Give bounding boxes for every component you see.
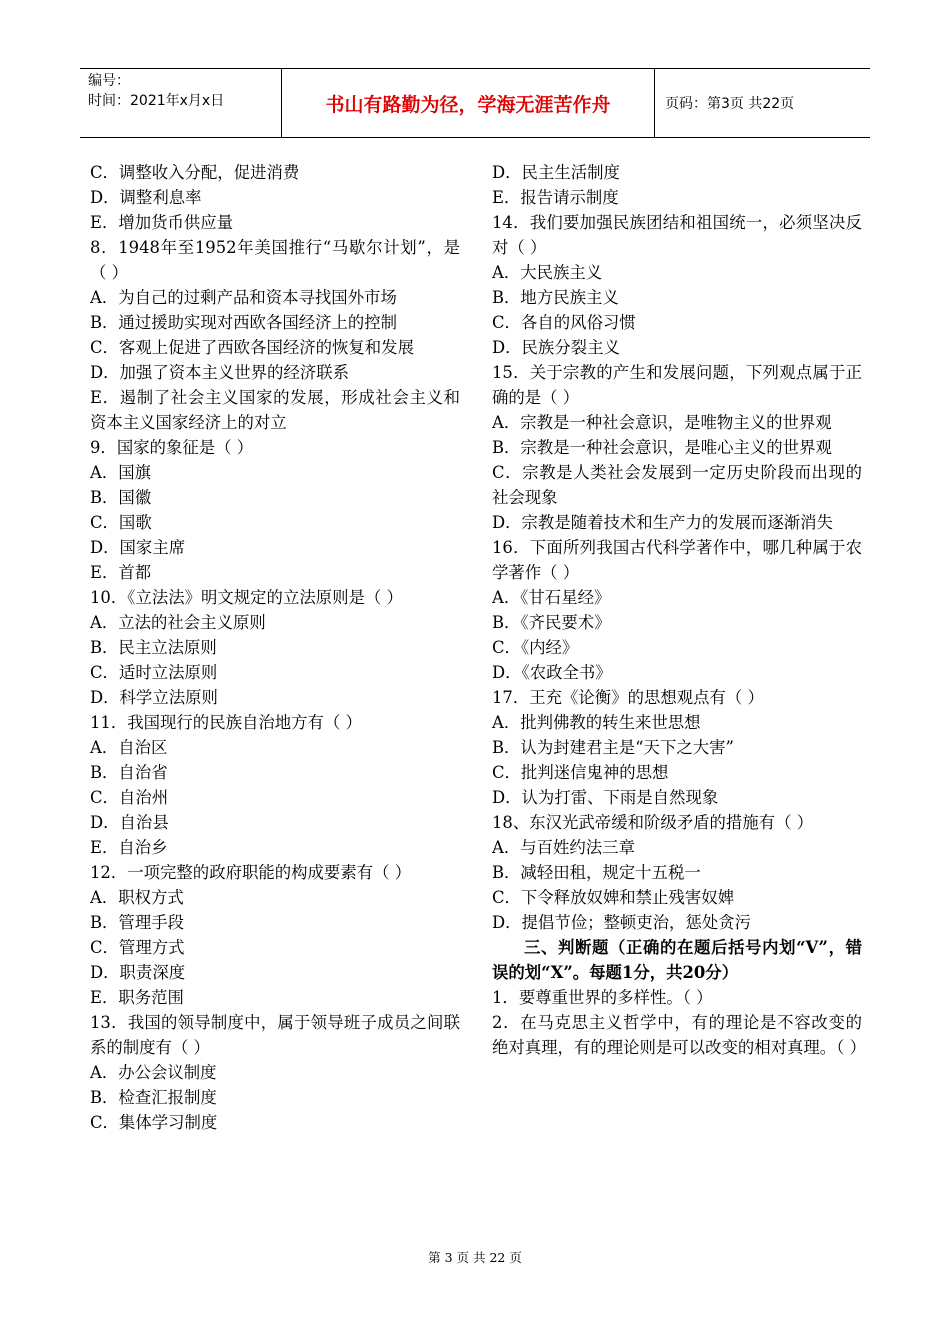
question-line: A．与百姓约法三章 [492, 838, 635, 857]
question-line: C．宗教是人类社会发展到一定历史阶段而出现的社会现象 [492, 463, 862, 507]
page-footer: 第 3 页 共 22 页 [428, 1250, 522, 1265]
question-line: A．大民族主义 [492, 263, 603, 282]
question-line: A．《甘石星经》 [492, 588, 611, 607]
question-stem: 14．我们要加强民族团结和祖国统一，必须坚决反对（ ） [492, 213, 862, 257]
question-line: C．批判迷信鬼神的思想 [492, 763, 669, 782]
question-line: C．适时立法原则 [90, 663, 218, 682]
left-column [90, 160, 460, 1135]
question-stem: 10．《立法法》明文规定的立法原则是（ ） [90, 588, 403, 607]
question-line: E．增加货币供应量 [90, 213, 234, 232]
question-line: D．提倡节俭；整顿吏治，惩处贪污 [492, 913, 751, 932]
question-line: C．调整收入分配，促进消费 [90, 163, 300, 182]
question-line: C．自治州 [90, 788, 169, 807]
question-line: E．自治乡 [90, 838, 168, 857]
question-line: D．加强了资本主义世界的经济联系 [90, 363, 349, 382]
question-stem: 17．王充《论衡》的思想观点有（ ） [492, 688, 764, 707]
question-line: A．职权方式 [90, 888, 184, 907]
question-line: D．《农政全书》 [492, 663, 612, 682]
question-line: D．宗教是随着技术和生产力的发展而逐渐消失 [492, 513, 833, 532]
question-line: D．调整利息率 [90, 188, 202, 207]
question-line: D．民主生活制度 [492, 163, 620, 182]
question-line: D．职责深度 [90, 963, 186, 982]
question-line: C．《内经》 [492, 638, 579, 657]
question-line: A．立法的社会主义原则 [90, 613, 266, 632]
document-date-label: 时间：2021年x月x日 [88, 93, 225, 109]
question-line: C．客观上促进了西欧各国经济的恢复和发展 [90, 338, 414, 357]
document-number-label: 编号： [88, 73, 130, 89]
question-line: B．民主立法原则 [90, 638, 217, 657]
section-heading: 三、判断题（正确的在题后括号内划“V”，错误的划“X”。每题1分，共20分） [492, 938, 862, 982]
question-line: B．地方民族主义 [492, 288, 619, 307]
question-line: E．报告请示制度 [492, 188, 619, 207]
header-motto: 书山有路勤为径，学海无涯苦作舟 [281, 69, 655, 137]
question-line: D．国家主席 [90, 538, 186, 557]
page-header [80, 68, 870, 138]
question-line: E．职务范围 [90, 988, 184, 1007]
question-line: E．首都 [90, 563, 152, 582]
question-stem: 12．一项完整的政府职能的构成要素有（ ） [90, 863, 412, 882]
question-line: E．遏制了社会主义国家的发展，形成社会主义和资本主义国家经济上的对立 [90, 388, 460, 432]
question-line: A．办公会议制度 [90, 1063, 217, 1082]
header-page-number: 页码：第3页 共22页 [665, 96, 795, 112]
question-line: B．国徽 [90, 488, 152, 507]
judgment-item: 1．要尊重世界的多样性。（ ） [492, 988, 713, 1007]
question-stem: 15．关于宗教的产生和发展问题，下列观点属于正确的是（ ） [492, 363, 862, 407]
right-column [492, 160, 866, 1060]
question-line: B．自治省 [90, 763, 168, 782]
question-line: D．认为打雷、下雨是自然现象 [492, 788, 719, 807]
question-line: B．检查汇报制度 [90, 1088, 217, 1107]
question-stem: 8．1948年至1952年美国推行“马歇尔计划”，是（ ） [90, 238, 460, 282]
question-line: D．民族分裂主义 [492, 338, 620, 357]
question-stem: 13．我国的领导制度中，属于领导班子成员之间联系的制度有（ ） [90, 1013, 460, 1057]
question-line: C．下令释放奴婢和禁止残害奴婢 [492, 888, 735, 907]
question-stem: 9．国家的象征是（ ） [90, 438, 254, 457]
question-line: A．国旗 [90, 463, 152, 482]
question-line: C．集体学习制度 [90, 1113, 218, 1132]
question-line: A．批判佛教的转生来世思想 [492, 713, 701, 732]
question-line: B．宗教是一种社会意识，是唯心主义的世界观 [492, 438, 832, 457]
question-line: A．宗教是一种社会意识，是唯物主义的世界观 [492, 413, 832, 432]
question-line: D．科学立法原则 [90, 688, 218, 707]
question-line: D．自治县 [90, 813, 169, 832]
question-line: B．通过援助实现对西欧各国经济上的控制 [90, 313, 398, 332]
question-line: B．认为封建君主是“天下之大害” [492, 738, 734, 757]
question-line: B．管理手段 [90, 913, 184, 932]
judgment-item: 2．在马克思主义哲学中，有的理论是不容改变的绝对真理，有的理论则是可以改变的相对真理。（ ） [492, 1013, 866, 1057]
question-line: B．减轻田租，规定十五税一 [492, 863, 701, 882]
question-line: C．各自的风俗习惯 [492, 313, 636, 332]
question-line: A．自治区 [90, 738, 168, 757]
question-stem: 18、东汉光武帝缓和阶级矛盾的措施有（ ） [492, 813, 814, 832]
header-meta [80, 69, 281, 137]
question-stem: 16．下面所列我国古代科学著作中，哪几种属于农学著作（ ） [492, 538, 862, 582]
question-line: C．管理方式 [90, 938, 185, 957]
question-line: C．国歌 [90, 513, 152, 532]
question-line: B．《齐民要术》 [492, 613, 611, 632]
question-line: A．为自己的过剩产品和资本寻找国外市场 [90, 288, 397, 307]
question-stem: 11．我国现行的民族自治地方有（ ） [90, 713, 362, 732]
